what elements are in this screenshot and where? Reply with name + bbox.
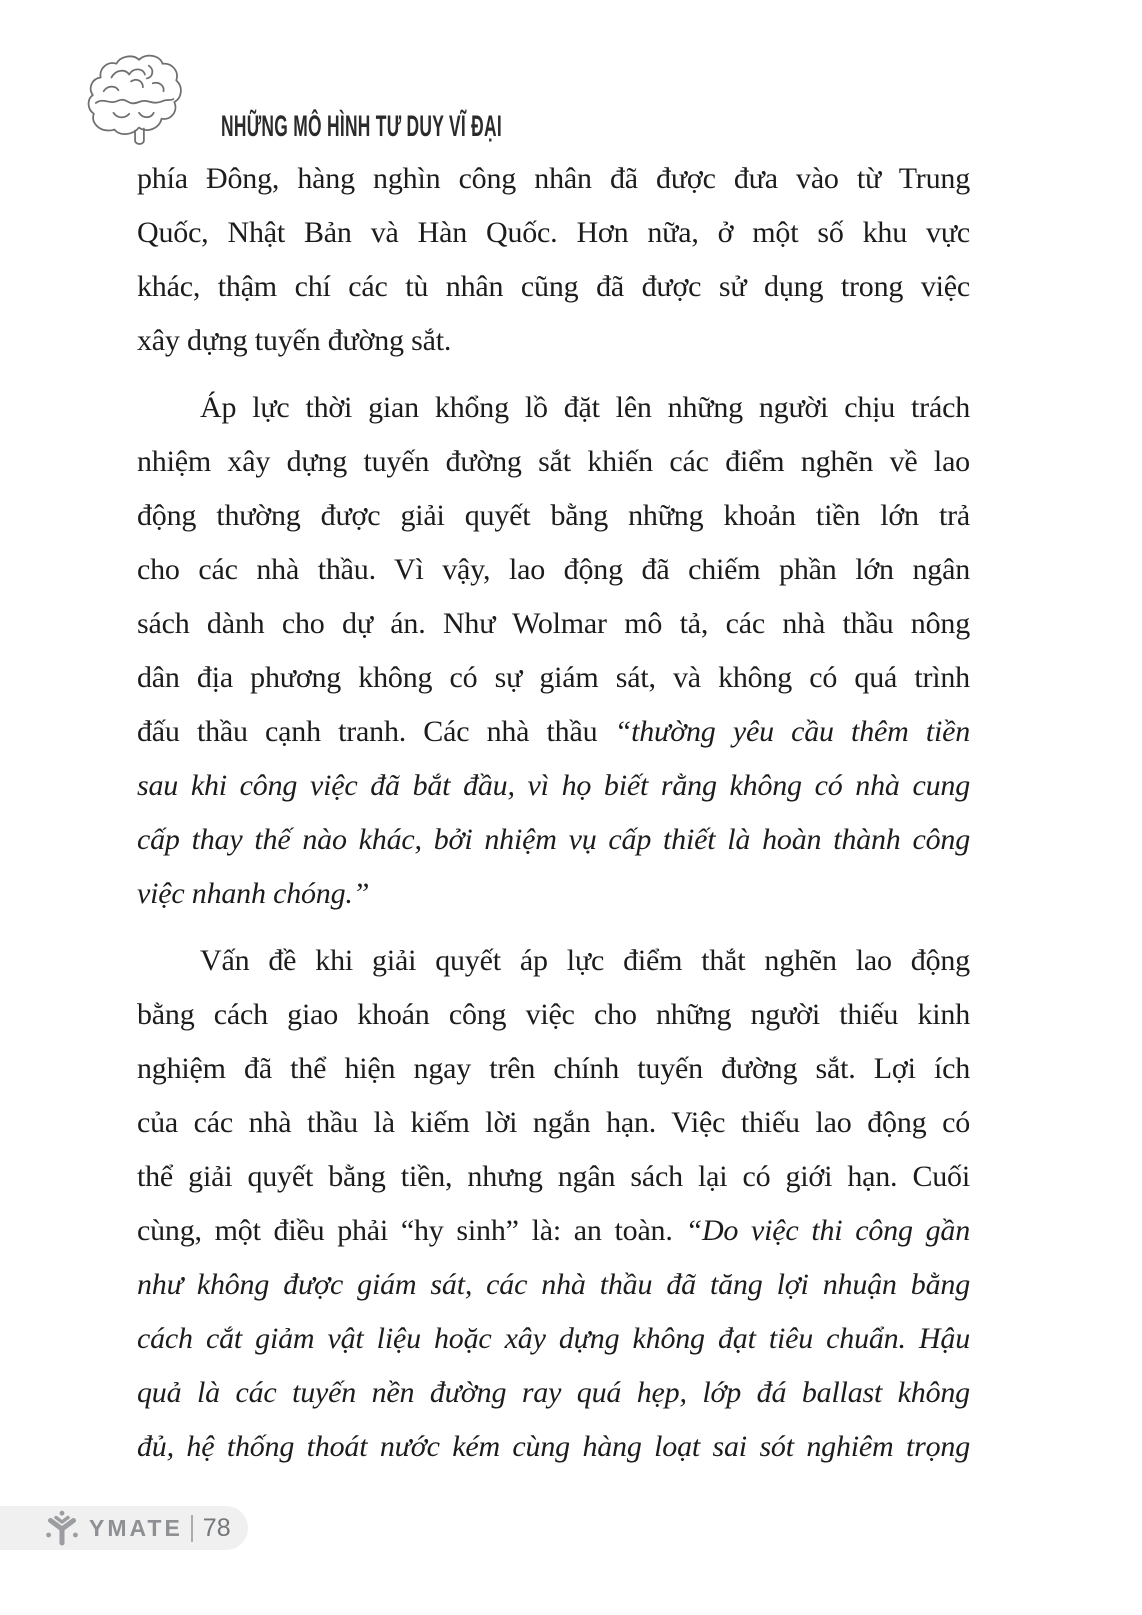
- text-line: [137, 1366, 970, 1420]
- text-line: [137, 934, 970, 988]
- text-line: [137, 381, 970, 435]
- text-line: [137, 1096, 970, 1150]
- page-title: [221, 110, 705, 144]
- text-line: [137, 1312, 970, 1366]
- quoted-italic-text: như không được giám sát, các nhà thầu đã tăng lợi nhuận bằng: [137, 1268, 970, 1301]
- text-line: [137, 813, 970, 867]
- body-run: sách dành cho dự án. Như Wolmar mô tả, các nhà thầu nông: [137, 607, 970, 640]
- body-run: động thường được giải quyết bằng những khoản tiền lớn trả: [137, 499, 970, 532]
- page-header: [0, 0, 1142, 160]
- text-line: [137, 1042, 970, 1096]
- quoted-italic-text: đủ, hệ thống thoát nước kém cùng hàng loạt sai sót nghiêm trọng: [137, 1430, 970, 1463]
- quoted-italic-text: “Do việc thi công gần: [685, 1214, 970, 1247]
- text-line: [137, 1420, 970, 1474]
- text-line: [137, 1150, 970, 1204]
- text-line: [137, 435, 970, 489]
- text-line: [137, 1204, 970, 1258]
- paragraph: [137, 152, 970, 368]
- body-run: đấu thầu cạnh tranh. Các nhà thầu: [137, 715, 615, 748]
- body-run: cùng, một điều phải “hy sinh” là: an toàn.: [137, 1214, 686, 1247]
- quoted-italic-text: sau khi công việc đã bắt đầu, vì họ biết rằng không có nhà cung: [137, 769, 970, 802]
- page-number: 78: [202, 1513, 231, 1542]
- paragraph: [137, 934, 970, 1474]
- quoted-italic-text: cấp thay thế nào khác, bởi nhiệm vụ cấp thiết là hoàn thành công: [137, 823, 970, 856]
- body-run: phía Đông, hàng nghìn công nhân đã được đưa vào từ Trung: [137, 162, 970, 195]
- body-run: của các nhà thầu là kiếm lời ngắn hạn. Việc thiếu lao động có: [137, 1106, 970, 1139]
- quoted-italic-text: quả là các tuyến nền đường ray quá hẹp, lớp đá ballast không: [137, 1376, 970, 1409]
- page-title-text: NHỮNG MÔ HÌNH TƯ DUY VĨ ĐẠI: [221, 110, 502, 143]
- body-run: nhiệm xây dựng tuyến đường sắt khiến các điểm nghẽn về lao: [137, 445, 970, 478]
- text-line: [137, 759, 970, 813]
- body-run: Áp lực thời gian khổng lồ đặt lên những người chịu trách: [200, 391, 970, 424]
- footer-divider: [191, 1515, 193, 1542]
- quoted-italic-text: “thường yêu cầu thêm tiền: [614, 715, 970, 748]
- text-line: [137, 152, 970, 206]
- body-run: xây dựng tuyến đường sắt.: [137, 324, 452, 357]
- body-run: bằng cách giao khoán công việc cho những người thiếu kinh: [137, 998, 970, 1031]
- text-line: [137, 489, 970, 543]
- text-line: [137, 206, 970, 260]
- text-line: [137, 1258, 970, 1312]
- body-run: nghiệm đã thể hiện ngay trên chính tuyến đường sắt. Lợi ích: [137, 1052, 970, 1085]
- body-text: [137, 152, 970, 1474]
- text-line: [137, 260, 970, 314]
- body-run: dân địa phương không có sự giám sát, và không có quá trình: [137, 661, 970, 694]
- text-line: [137, 651, 970, 705]
- text-line: [137, 867, 970, 921]
- paragraph: [137, 381, 970, 921]
- text-line: [137, 597, 970, 651]
- brain-icon: [84, 50, 192, 154]
- brand-name: YMATE: [89, 1514, 183, 1541]
- text-line: [137, 314, 970, 368]
- body-run: thể giải quyết bằng tiền, nhưng ngân sách lại có giới hạn. Cuối: [137, 1160, 970, 1193]
- body-run: cho các nhà thầu. Vì vậy, lao động đã chiếm phần lớn ngân: [137, 553, 970, 586]
- body-run: Vấn đề khi giải quyết áp lực điểm thắt nghẽn lao động: [200, 944, 970, 977]
- text-line: [137, 988, 970, 1042]
- footer-pill: [0, 1506, 248, 1550]
- ymate-logo-icon: [44, 1510, 80, 1546]
- text-line: [137, 543, 970, 597]
- text-line: [137, 705, 970, 759]
- body-run: khác, thậm chí các tù nhân cũng đã được sử dụng trong việc: [137, 270, 970, 303]
- body-run: Quốc, Nhật Bản và Hàn Quốc. Hơn nữa, ở một số khu vực: [137, 216, 970, 249]
- quoted-italic-text: việc nhanh chóng.”: [137, 877, 370, 910]
- quoted-italic-text: cách cắt giảm vật liệu hoặc xây dựng không đạt tiêu chuẩn. Hậu: [137, 1322, 970, 1355]
